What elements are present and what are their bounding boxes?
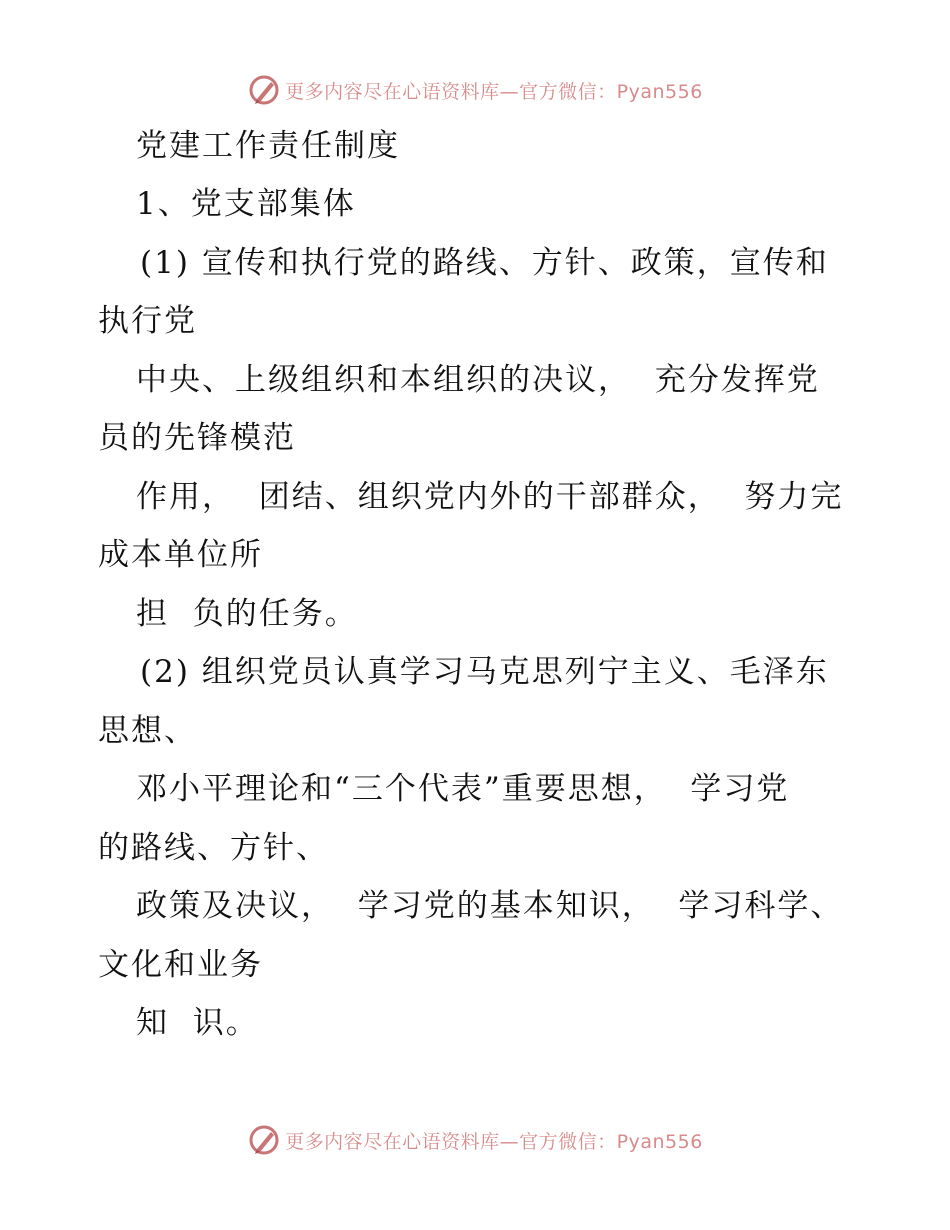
doc-title: 党建工作责任制度 [136, 128, 400, 164]
paragraph-line: 担 负的任务。 [136, 596, 358, 632]
paragraph-line: (2) 组织党员认真学习马克思列宁主义、毛泽东 [140, 654, 829, 690]
paragraph-line: 执行党 [98, 303, 197, 339]
paragraph-line: (1) 宣传和执行党的路线、方针、政策，宣传和 [140, 245, 829, 281]
section-heading: 1、党支部集体 [136, 186, 356, 222]
paragraph-line: 的路线、方针、 [98, 830, 329, 866]
pen-logo-icon [247, 1123, 281, 1157]
watermark-text: 更多内容尽在心语资料库—官方微信：Pyan556 [285, 80, 703, 103]
paragraph-line: 作用， 团结、组织党内外的干部群众， 努力完 [136, 479, 844, 515]
paragraph-line: 知 识。 [136, 1005, 259, 1041]
paragraph-line: 政策及决议， 学习党的基本知识， 学习科学、 [136, 888, 844, 924]
paragraph-line: 成本单位所 [98, 537, 263, 573]
footer-watermark [0, 1120, 950, 1160]
paragraph-line: 邓小平理论和“三个代表”重要思想， 学习党 [136, 771, 790, 807]
watermark-text: 更多内容尽在心语资料库—官方微信：Pyan556 [285, 1130, 703, 1153]
paragraph-line: 文化和业务 [98, 947, 263, 983]
paragraph-line: 中央、上级组织和本组织的决议， 充分发挥党 [136, 362, 820, 398]
paragraph-line: 思想、 [98, 713, 197, 749]
paragraph-line: 员的先锋模范 [98, 420, 296, 456]
